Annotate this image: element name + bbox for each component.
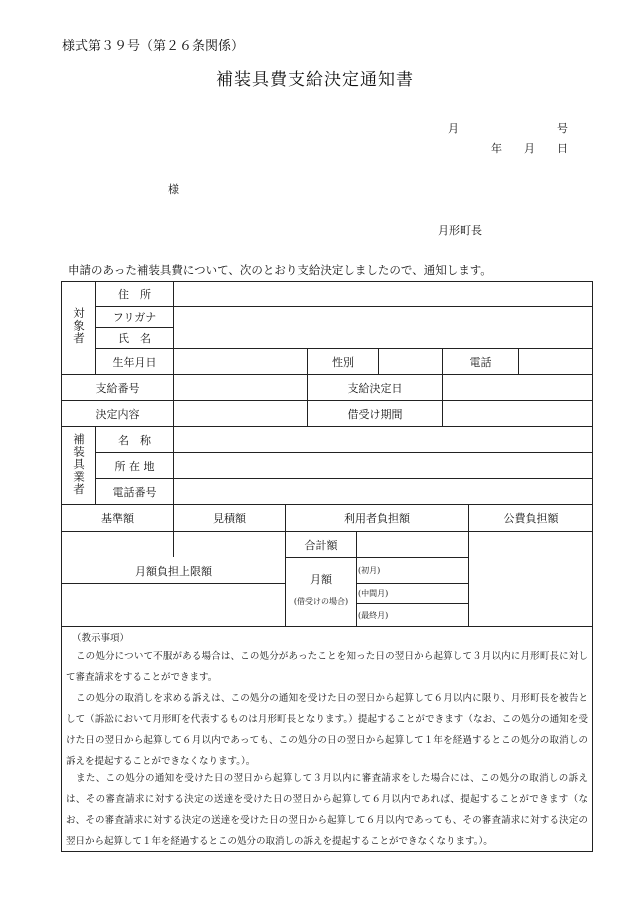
addressee-suffix: 様 [168, 183, 179, 196]
first-month-label: (初月) [358, 566, 381, 575]
gender-label: 性別 [332, 355, 354, 369]
instructions-paragraph-2: この処分の取消しを求める訴えは、この処分の通知を受けた日の翌日から起算して６月以内に限り、月形町長を被告として（訴訟において月形町を代表するものは月形町長となります。）提起することができます（なお、この処分の通知を受けた日の翌日から起算して６月以内であっても、この処分の日の翌日から起算して１年を経過するとこの処分の取消しの訴えを提起することができなくなります。）。 [66, 693, 588, 767]
furigana-label: フリガナ [112, 311, 157, 324]
decision-content-label: 決定内容 [95, 407, 140, 421]
decision-date-label: 支給決定日 [347, 381, 403, 395]
date-month-label: 月 [524, 142, 535, 155]
rental-period-label: 借受け期間 [347, 407, 403, 421]
date-year-label: 年 [491, 142, 502, 155]
phone-label: 電話 [469, 355, 492, 369]
vendor-group-label: 補装具業者 [72, 433, 86, 496]
subject-group-label: 対象者 [72, 307, 86, 345]
monthly-amount-label: 月額 [310, 573, 332, 586]
monthly-cap-label: 月額負担上限額 [135, 564, 212, 578]
last-month-label: (最終月) [358, 610, 389, 620]
document-title: 補装具費支給決定通知書 [216, 70, 414, 90]
form-number: 様式第３９号（第２６条関係） [62, 39, 245, 54]
instructions-paragraph-3: また、この処分の通知を受けた日の翌日から起算して３月以内に審査請求をした場合には、この処分の取消しの訴えは、その審査請求に対する決定の送達を受けた日の翌日から起算して６月以内であれば、提起することができます（なお、その審査請求に対する決定の送達を受けた日の翌日から起算して６月以内であっても、その審査請求に対する決定の翌日から起算して１年を経過するとこの処分の取消しの訴えを提起することができなくなります。）。 [66, 773, 588, 847]
public-burden-label: 公費負担額 [503, 512, 559, 525]
vendor-phone-label: 電話番号 [112, 485, 157, 499]
vendor-name-label: 名 称 [118, 433, 151, 447]
address-label: 住 所 [118, 288, 151, 301]
middle-month-label: (中間月) [358, 589, 389, 598]
reference-number-label: 号 [557, 122, 568, 135]
date-day-label: 日 [557, 142, 568, 155]
total-amount-label: 合計額 [304, 538, 338, 552]
estimate-amount-label: 見積額 [213, 512, 246, 525]
user-burden-label: 利用者負担額 [344, 512, 410, 525]
name-label: 氏 名 [118, 332, 151, 345]
base-amount-label: 基準額 [101, 512, 134, 525]
intro-text: 申請のあった補装具費について、次のとおり支給決定しましたので、通知します。 [68, 263, 492, 277]
instructions-heading: （教示事項） [72, 633, 130, 644]
issuer-name: 月形町長 [438, 224, 482, 237]
monthly-rental-note: (借受けの場合) [293, 596, 349, 606]
birth-date-label: 生年月日 [112, 355, 157, 369]
vendor-location-label: 所 在 地 [114, 459, 155, 473]
reference-month-label: 月 [448, 122, 459, 135]
benefit-number-label: 支給番号 [95, 381, 140, 395]
instructions-paragraph-1: この処分について不服がある場合は、この処分があったことを知った日の翌日から起算して３月以内に月形町長に対して審査請求をすることができます。 [66, 651, 588, 683]
